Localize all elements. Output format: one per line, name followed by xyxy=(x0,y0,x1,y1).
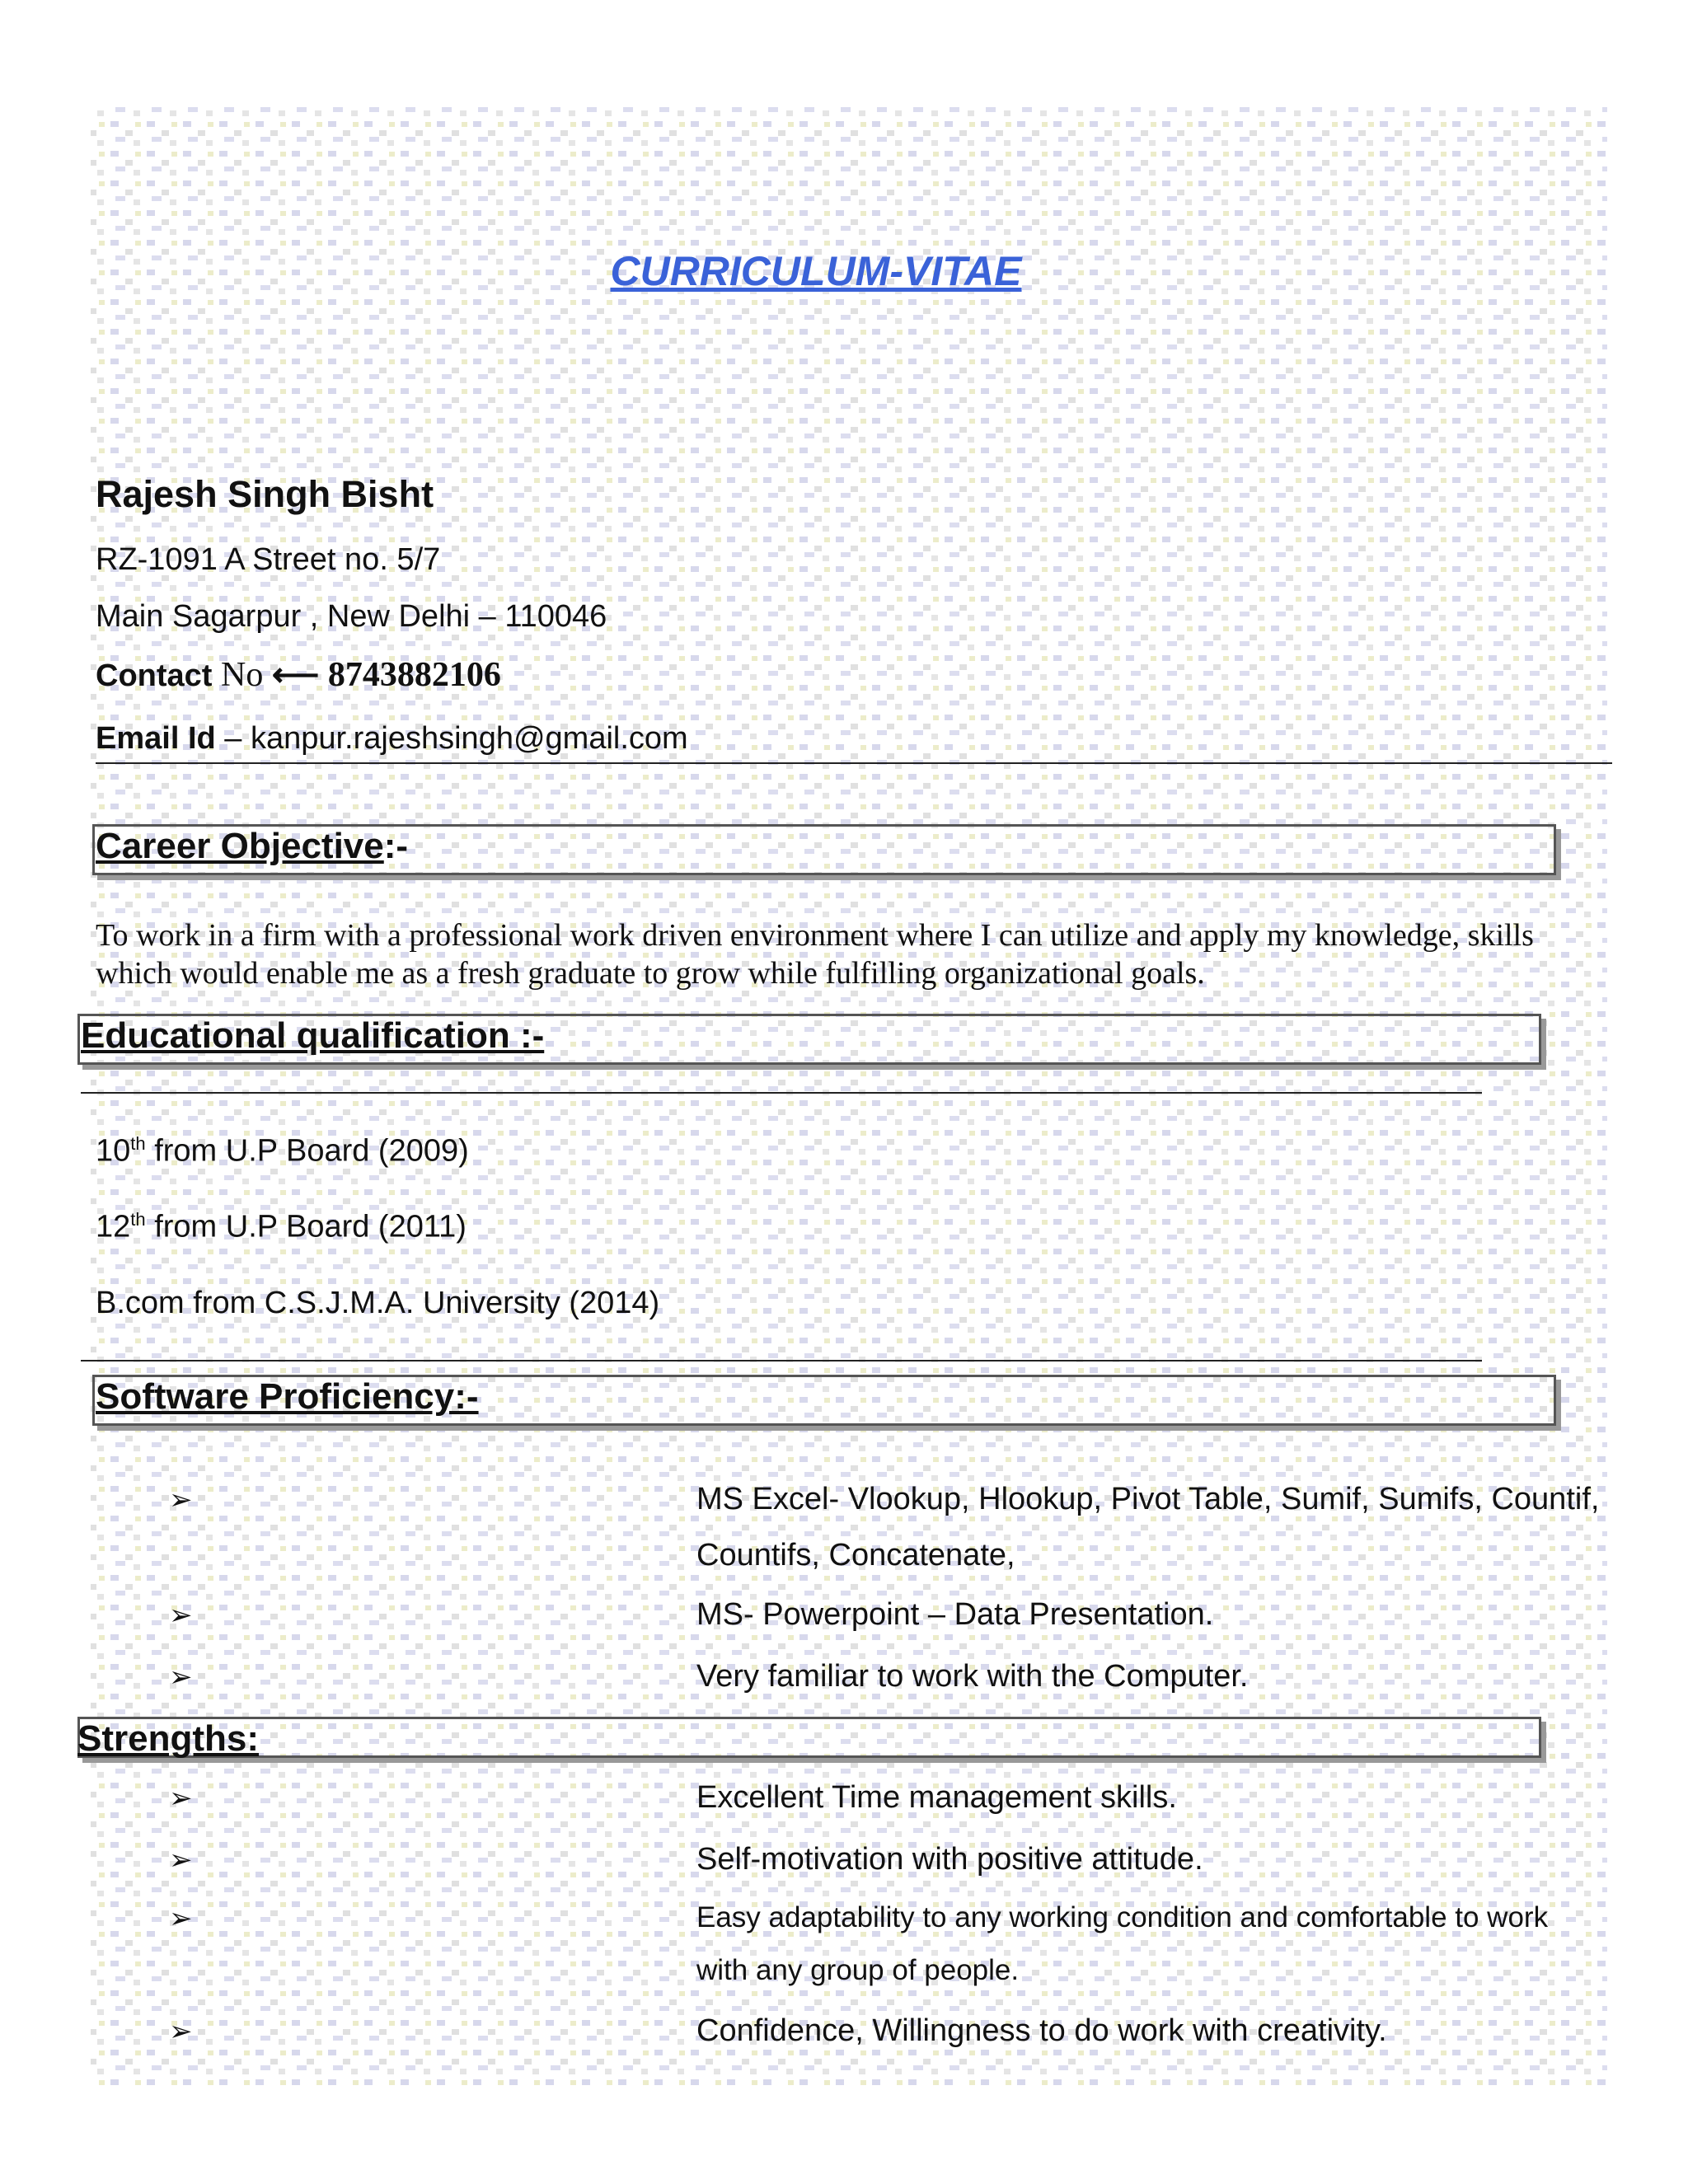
software-item: MS Excel- Vlookup, Hlookup, Pivot Table, Sumif, Sumifs, Countif, Countifs, Concatenate, xyxy=(696,1482,1600,1572)
bullet-icon: ➢ xyxy=(169,1600,193,1631)
address-line-1: RZ-1091 A Street no. 5/7 xyxy=(96,542,441,577)
email-separator: – xyxy=(215,721,251,756)
email-label: Email Id xyxy=(96,721,216,756)
bullet-icon: ➢ xyxy=(169,1484,193,1516)
career-objective-text: To work in a firm with a professional work driven environment where I can utilize and apply my knowledge, skills which would enable me as a fresh graduate to grow while fulfilling organizational goals. xyxy=(96,918,1534,991)
bullet-icon: ➢ xyxy=(169,1661,193,1693)
email-line xyxy=(96,721,688,757)
strength-item: Excellent Time management skills. xyxy=(696,1780,1177,1815)
education-heading: Educational qualification :- xyxy=(81,1015,545,1056)
career-objective-heading: Career Objective:- xyxy=(96,826,409,866)
software-item: MS- Powerpoint – Data Presentation. xyxy=(696,1597,1214,1632)
education-item: 12th from U.P Board (2011) xyxy=(96,1209,467,1244)
candidate-name: Rajesh Singh Bisht xyxy=(96,473,434,515)
strength-item: Confidence, Willingness to do work with creativity. xyxy=(696,2013,1387,2048)
strength-item: Self-motivation with positive attitude. xyxy=(696,1842,1203,1877)
strengths-heading: Strengths: xyxy=(77,1718,259,1759)
contact-no-label: No xyxy=(221,656,264,694)
education-item: B.com from C.S.J.M.A. University (2014) xyxy=(96,1286,660,1320)
bullet-icon: ➢ xyxy=(169,1783,193,1814)
bullet-icon: ➢ xyxy=(169,1844,193,1876)
education-item: 10th from U.P Board (2009) xyxy=(96,1133,469,1169)
strength-item: Easy adaptability to any working condition and comfortable to work with any group of people. xyxy=(696,1901,1549,1986)
header-divider xyxy=(96,762,1612,764)
document-title: CURRICULUM-VITAE xyxy=(610,248,1022,294)
bullet-icon: ➢ xyxy=(169,2016,193,2047)
strengths-box xyxy=(77,1717,1541,1758)
address-line-2: Main Sagarpur , New Delhi – 110046 xyxy=(96,599,607,634)
bullet-icon: ➢ xyxy=(169,1903,193,1934)
software-item: Very familiar to work with the Computer. xyxy=(696,1659,1249,1694)
software-heading: Software Proficiency:- xyxy=(96,1376,479,1417)
contact-number: 8743882106 xyxy=(327,656,501,694)
arrow-icon: ⟵ xyxy=(271,657,320,693)
email-value: kanpur.rajeshsingh@gmail.com xyxy=(250,721,688,756)
education-top-divider xyxy=(81,1092,1482,1094)
contact-line xyxy=(96,655,501,695)
education-bottom-divider xyxy=(81,1360,1482,1361)
contact-label: Contact xyxy=(96,658,213,693)
